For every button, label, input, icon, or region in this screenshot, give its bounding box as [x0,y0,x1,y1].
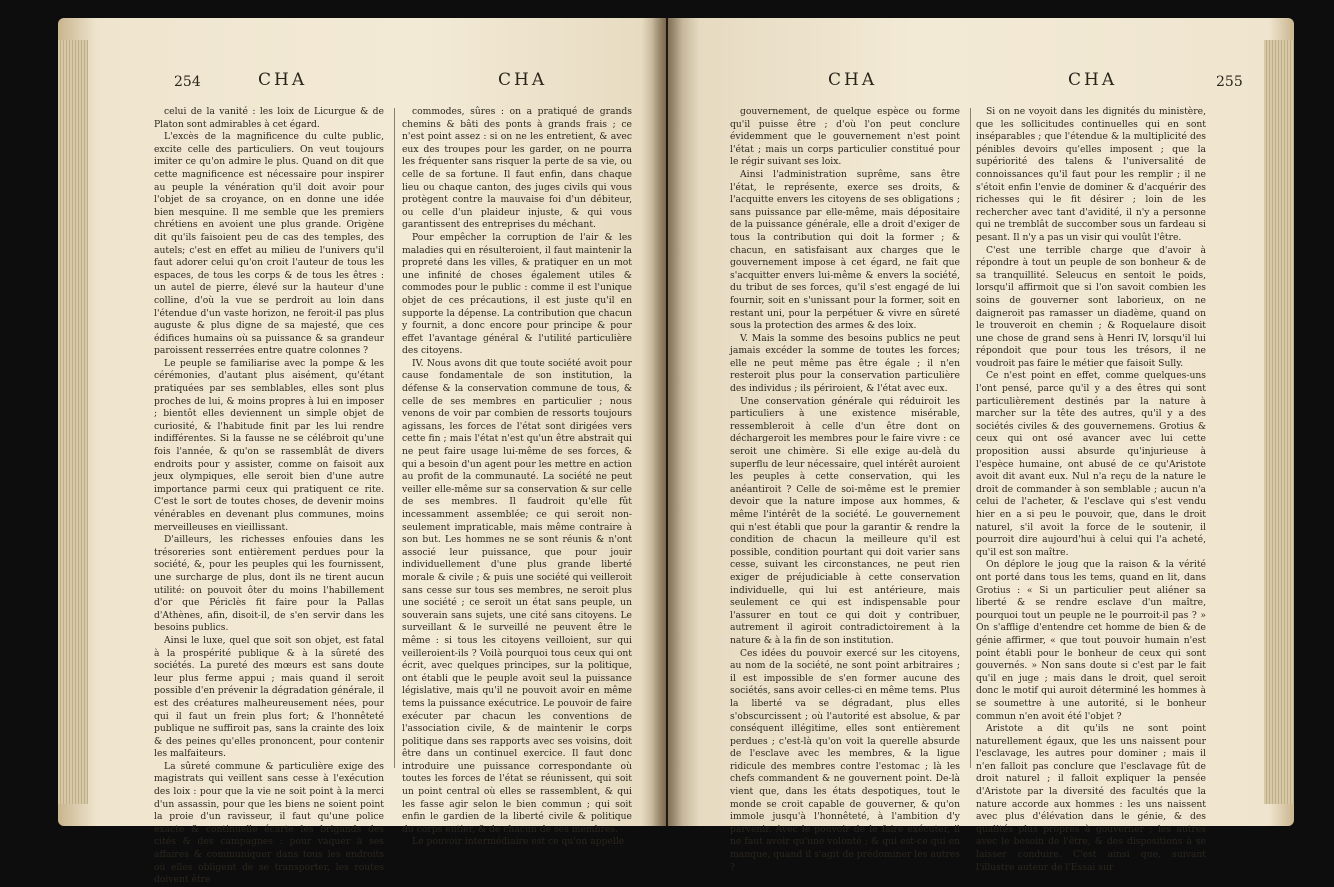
paragraph: La sûreté commune & particulière exige des magistrats qui veillent sans cesse à l'exécution des loix : pour que la vie ne soit point à la merci d'un assassin, pour que les biens ne soient point la proie d'un ravisseur, il faut qu'une police exacte & continuelle écarte les brigands des cités & des campagnes : pour vaquer à ses affaires & communiquer dans tous les endroits où elles obligent de se transporter, les routes doivent être [154,760,384,886]
paragraph: gouvernement, de quelque espèce ou forme qu'il puisse être ; d'où l'on peut conclure évidemment que le gouvernement n'est point l'état ; mais un corps particulier constitué pour le régir suivant ses loix. [730,106,960,168]
text-column [402,106,632,848]
column-rule [394,108,395,768]
right-page [668,18,1294,873]
paragraph: Le peuple se familiarise avec la pompe & les cérémonies, d'autant plus aisément, qu'étant pratiquées par ses semblables, elles sont plus proches de lui, & moins propres à lui en imposer ; bientôt elles deviennent un simple objet de curiosité, & l'habitude finit par les lui rendre indifférentes. Si la fausse ne se célébroit qu'une fois l'année, & qu'on se rassemblât de divers endroits pour y assister, comme on faisoit aux jeux olympiques, elle seroit bien d'une autre importance parmi ceux qui pratiquent ce rite. C'est le sort de toutes choses, de devenir moins vénérables en devenant plus communes, moins merveilleuses en vieillissant. [154,357,384,533]
paragraph: Si on ne voyoit dans les dignités du ministère, que les sollicitudes continuelles qui en sont inséparables ; que l'étendue & la multiplicité des pénibles devoirs qu'elles imposent ; que la supériorité des talens & l'universalité de connoissances qu'il faut pour les remplir ; il ne s'étoit enfin l'envie de dominer & d'acquérir des richesses qui le fit désirer ; loin de les rechercher avec tant d'avidité, il n'y a personne qui ne tremblât de succomber sous un fardeau si pesant. Il n'y a pas un visir qui voulût l'être. [976,106,1206,243]
text-column [730,106,960,873]
paragraph: Le pouvoir intermédiaire est ce qu'on appelle [412,836,625,848]
paragraph: Ces idées du pouvoir exercé sur les citoyens, au nom de la société, ne sont point arbitraires ; il est impossible de s'en former aucune des sociétés, sans avoir celles-ci en même tems. Plus la liberté va se dégradant, plus elles s'obscurcissent ; où l'autorité est absolue, & par conséquent illégitime, elles sont entièrement perdues ; c'est-là qu'on voit la querelle absurde de l'esclave avec les membres, & la ligue ridicule des membres contre l'estomac ; là les chefs commandent & ne gouvernent point. De-là vient que, dans les états despotiques, tout le monde se croit capable de gouverner, & qu'on immole jusqu'à l'honnêteté, à l'ambition d'y parvenir. Avec le pouvoir de le faire exécuter, il ne faut avoir qu'une volonté ; & qui est-ce qui en manque, quand il s'agit de prédominer les autres ? [730,647,960,873]
paragraph: Une conservation générale qui réduiroit les particuliers à une existence misérable, ressembleroit à celle d'un être dont on déchargeroit les membres pour le faire vivre : ce seroit une chimère. Si elle exige au-delà du superflu de leur nécessaire, quel intérêt auroient les peuples à cette conservation, qui les anéantiroit ? Celle de soi-même est le premier devoir que la nature impose aux hommes, & même l'intérêt de la société. Le gouvernement qui n'est établi que pour la garantir & rendre la condition de chacun la meilleure qu'il est possible, condition pourtant qui doit varier sans cesse, suivant les circonstances, ne peut rien exiger de préjudiciable à cette conservation individuelle, qui lui est antérieure, mais seulement ce qui est indispensable pour l'assurer en tout ce qui doit y contribuer, autrement il agiroit contradictoirement à la nature & à la fin de son institution. [730,395,960,646]
text-column [976,106,1206,873]
header-word: CHA [498,70,548,90]
running-header [668,70,1294,100]
page-edge-stack [58,40,88,804]
paragraph: Ainsi l'administration suprême, sans être l'état, le représente, exerce ses droits, & l'acquitte envers les citoyens de ses obligations ; sans puissance par elle-même, mais dépositaire de la puissance générale, elle a droit d'exiger de tous la contribution qui doit la former ; & chacun, en satisfaisant aux charges que le gouvernement impose à cet égard, ne fait que s'acquitter envers lui-même & envers la société, du tribut de ses forces, qu'il s'est engagé de lui fournir, soit en s'unissant pour la former, soit en restant uni, pour la perpétuer & vivre en sûreté sous la protection des armes & des loix. [730,168,960,332]
header-word: CHA [828,70,878,90]
column-rule [970,108,971,768]
paragraph: commodes, sûres : on a pratiqué de grands chemins & bâti des ponts à grands frais ; ce n'est point assez : si on ne les entretient, & avec eux des troupes pour les garder, on ne pourra les fréquenter sans risquer la perte de sa vie, ou celle de sa fortune. Il faut enfin, dans chaque lieu ou chaque canton, des juges civils qui vous protègent contre la mauvaise foi d'un débiteur, ou celle d'un plaideur injuste, & qui vous garantissent des entreprises du méchant. [402,106,632,231]
paragraph: Ce n'est point en effet, comme quelques-uns l'ont pensé, parce qu'il y a des êtres qui sont particulièrement destinés par la nature à marcher sur la tête des autres, qu'il y a des sociétés civiles & des gouvernemens. Grotius & ceux qui ont osé avancer avec lui cette proposition aussi absurde qu'injurieuse à l'espèce humaine, ont abusé de ce qu'Aristote avoit dit avant eux. Nul n'a reçu de la nature le droit de commander à son semblable ; aucun n'a celui de l'acheter, & l'esclave qui s'est vendu hier en a si peu le pouvoir, que, dans le droit naturel, s'il avoit la force de le soutenir, il pourroit dire aujourd'hui à celui qui l'a acheté, qu'il est son maître. [976,370,1206,558]
paragraph: L'excès de la magnificence du culte public, excite celle des particuliers. On veut toujours imiter ce qu'on admire le plus. Quand on dit que cette magnificence est nécessaire pour inspirer au peuple la vénération qu'il doit avoir pour l'objet de sa croyance, on en donne une idée bien mesquine. Il me semble que les premiers chrétiens en avoient une plus grande. Origène dit qu'ils faisoient peu de cas des temples, des autels; c'est en effet au milieu de l'univers qu'il faut adorer celui qu'on croit l'auteur de tous les espaces, de tous les corps & de tous les êtres : un autel de pierre, élevé sur la hauteur d'une colline, d'où la vue se perdroit au loin dans l'étendue d'un vaste horizon, ne feroit-il pas plus auguste & plus digne de sa majesté, que ces édifices humains où sa puissance & sa grandeur paroissent resserrées entre quatre colonnes ? [154,131,384,357]
page-number: 255 [1216,74,1243,90]
paragraph: D'ailleurs, les richesses enfouies dans les trésoreries sont entièrement perdues pour la société, &, pour les peuples qui les fournissent, une surcharge de plus, dont ils ne tirent aucun utilité: on pouvoit ôter du moins l'habillement d'or que Périclès fit faire pour la Pallas d'Athènes, afin, disoit-il, de s'en servir dans les besoins publics. [154,534,384,634]
paragraph: V. Mais la somme des besoins publics ne peut jamais excéder la somme de toutes les forces; elle ne peut même pas être égale ; il n'en resteroit plus pour la conservation particulière des individus ; ils périroient, & l'état avec eux. [730,332,960,395]
book-gutter [652,18,682,826]
paragraph: celui de la vanité : les loix de Licurgue & de Platon sont admirables à cet égard. [154,106,384,130]
running-header [58,70,666,100]
paragraph: Pour empêcher la corruption de l'air & les maladies qui en résulteroient, il faut maintenir la propreté dans les villes, & pratiquer en un mot une infinité de choses également utiles & commodes pour le public : comme il est l'unique objet de ces précautions, il est juste qu'il en supporte la dépense. La contribution que chacun y fournit, a donc encore pour principe & pour effet l'avantage général & l'utilité particulière des citoyens. [402,231,632,357]
page-edge-stack [1264,40,1294,804]
header-word: CHA [1068,70,1118,90]
text-column [154,106,384,886]
left-page [58,18,666,886]
paragraph: On déplore le joug que la raison & la vérité ont porté dans tous les tems, quand en lit, dans Grotius : « Si un particulier peut aliéner sa liberté & se rendre esclave d'un maître, pourquoi tout un peuple ne le pourroit-il pas ? » On s'afflige d'entendre cet homme de bien & de génie affirmer, « que tout pouvoir humain n'est point établi pour le bonheur de ceux qui sont gouvernés. » Non sans doute si c'est par le fait qu'il en juge ; mais dans le droit, quel seroit donc le motif qui auroit déterminé les hommes à se soumettre à une autorité, si le bonheur commun n'en avoit été l'objet ? [976,559,1206,722]
header-word: CHA [258,70,308,90]
paragraph: Aristote a dit qu'ils ne sont point naturellement égaux, que les uns naissent pour l'esclavage, les autres pour dominer ; mais il n'en falloit pas conclure que l'esclavage fût de droit naturel ; il falloit expliquer la pensée d'Aristote par la diversité des facultés que la nature accorde aux hommes : les uns naissent avec plus d'élévation dans le génie, & des qualités plus propres à gouverner ; les autres avec le besoin de l'être, & des dispositions à se laisser conduire. C'est ainsi que, suivant l'illustre auteur de l'Essai sur [976,723,1206,873]
paragraph: C'est une terrible charge que d'avoir à répondre à tout un peuple de son bonheur & de sa tranquillité. Seleucus en sentoit le poids, lorsqu'il affirmoit que si l'on savoit combien les soins de gouverner sont laborieux, on ne daigneroit pas ramasser un diadème, quand on le trouveroit en chemin ; & Roquelaure disoit une chose de grand sens à Henri IV, lorsqu'il lui répondoit que pour tous les trésors, il ne voudroit pas faire le métier que faisoit Sully. [976,244,1206,369]
paragraph: Ainsi le luxe, quel que soit son objet, est fatal à la prospérité publique & à la sûreté des sociétés. La pureté des mœurs est sans doute leur plus ferme appui ; mais quand il seroit possible d'en prévenir la dégradation générale, il est des créatures malheureusement nées, pour qui il faut un frein plus fort; & l'honnêteté publique ne suffiroit pas, sans la crainte des loix & des peines qu'elles prononcent, pour contenir les malfaiteurs. [154,634,384,760]
page-number: 254 [174,74,201,90]
paragraph: IV. Nous avons dit que toute société avoit pour cause fondamentale de son institution, la défense & la conservation commune de tous, & celle de ses membres en particulier ; nous venons de voir par combien de ressorts toujours agissans, les forces de l'état sont dirigées vers cette fin ; mais l'état n'est qu'un être abstrait qui ne peut faire usage lui-même de ses forces, & qui a besoin d'un agent pour les mettre en action au profit de la communauté. La société ne peut veiller elle-même sur sa conservation & sur celle de ses membres. Il faudroit qu'elle fût incessamment assemblée; ce qui seroit non-seulement impraticable, mais même contraire à son but. Les hommes ne se sont réunis & n'ont associé leur puissance, que pour jouir individuellement d'une plus grande liberté morale & civile ; & puis une société qui veilleroit sans cesse sur tous ses membres, ne seroit plus une société ; ce seroit un état sans peuple, un souverain sans sujets, une cité sans citoyens. Le surveillant & le surveillé ne peuvent être le même : si tous les citoyens veilloient, sur qui veilleroient-ils ? Voilà pourquoi tous ceux qui ont écrit, avec quelques principes, sur la politique, ont établi que le peuple avoit seul la puissance législative, mais qu'il ne pouvoit avoir en même tems la puissance exécutrice. Le pouvoir de faire exécuter par chacun les conventions de l'association civile, & de maintenir le corps politique dans ses rapports avec ses voisins, doit être dans un continuel exercice. Il faut donc introduire une puissance correspondante où toutes les forces de l'état se réunissent, qui soit un point central où elles se rassemblent, & qui les fasse agir selon le bien commun ; qui soit enfin le gardien de la liberté civile & politique du corps entier, & de chacun de ses membres. [402,357,632,835]
